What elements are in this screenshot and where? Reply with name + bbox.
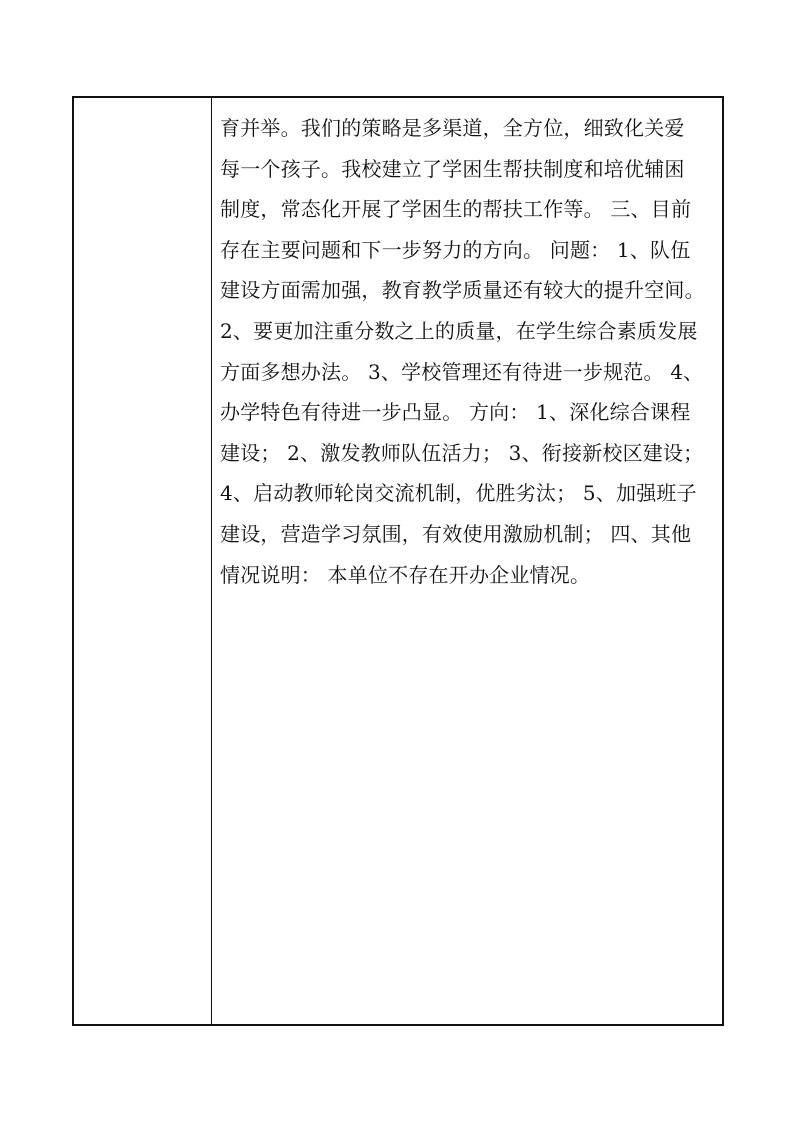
label-column — [74, 98, 212, 1024]
text-line: 办学特色有待进一步凸显。 方向： 1、深化综合课程 — [220, 400, 691, 425]
text-line: 建设，营造学习氛围，有效使用激励机制； 四、其他 — [220, 521, 692, 546]
body-text — [220, 98, 716, 595]
text-line: 2、要更加注重分数之上的质量，在学生综合素质发展 — [220, 318, 698, 343]
text-line: 建设； 2、激发教师队伍活力； 3、衔接新校区建设； — [220, 440, 704, 465]
text-line: 建设方面需加强，教育教学质量还有较大的提升空间。 — [220, 278, 705, 303]
content-column — [212, 98, 722, 1024]
text-line: 制度，常态化开展了学困生的帮扶工作等。 三、目前 — [220, 197, 692, 222]
text-line: 方面多想办法。 3、学校管理还有待进一步规范。 4、 — [220, 359, 704, 384]
text-line: 每一个孩子。我校建立了学困生帮扶制度和培优辅困 — [220, 156, 685, 181]
text-line: 情况说明： 本单位不存在开办企业情况。 — [220, 562, 591, 587]
text-line: 存在主要问题和下一步努力的方向。 问题： 1、队伍 — [220, 237, 691, 262]
form-table — [72, 96, 724, 1026]
text-line: 4、启动教师轮岗交流机制，优胜劣汰； 5、加强班子 — [220, 481, 697, 506]
text-line: 育并举。我们的策略是多渠道，全方位，细致化关爱 — [220, 116, 685, 140]
